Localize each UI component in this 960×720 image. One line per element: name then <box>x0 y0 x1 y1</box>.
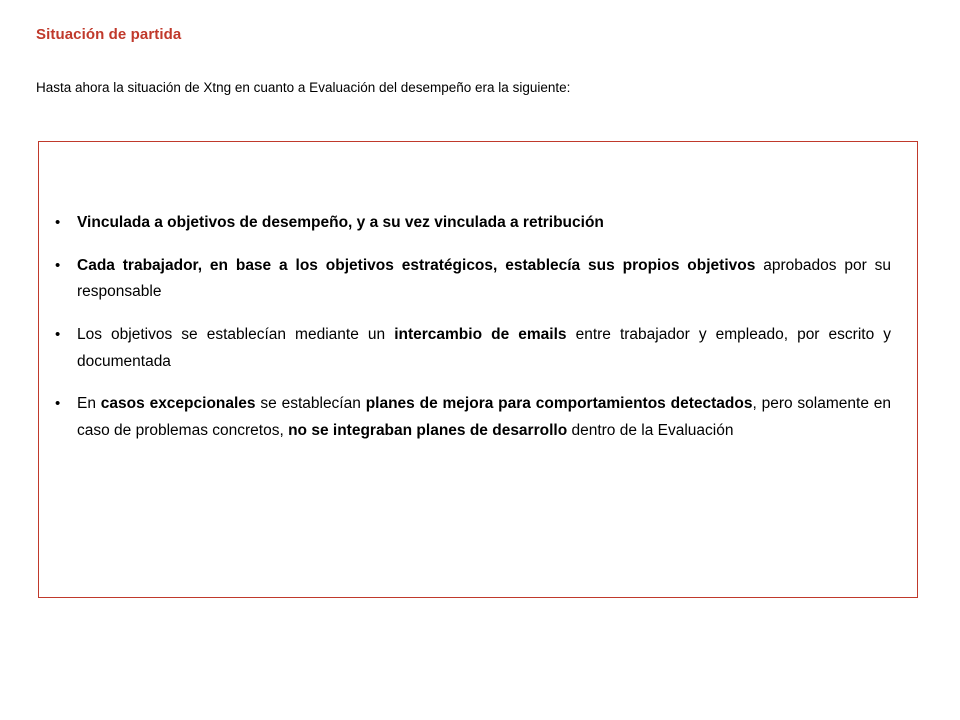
list-item: • Cada trabajador, en base a los objetivos estratégicos, establecía sus propios objetivos aprobados por su responsable <box>47 253 891 306</box>
bullet-list <box>39 142 917 445</box>
list-item: • Vinculada a objetivos de desempeño, y a su vez vinculada a retribución <box>47 210 891 237</box>
page-title: Situación de partida <box>36 26 182 43</box>
content-box <box>38 141 918 598</box>
list-item: • Los objetivos se establecían mediante un intercambio de emails entre trabajador y empleado, por escrito y documentada <box>47 322 891 375</box>
list-item: • En casos excepcionales se establecían planes de mejora para comportamientos detectados, pero solamente en caso de problemas concretos, no se integraban planes de desarrollo dentro de la Evaluación <box>47 391 891 444</box>
slide-subtitle: Hasta ahora la situación de Xtng en cuanto a Evaluación del desempeño era la siguiente: <box>36 80 571 95</box>
